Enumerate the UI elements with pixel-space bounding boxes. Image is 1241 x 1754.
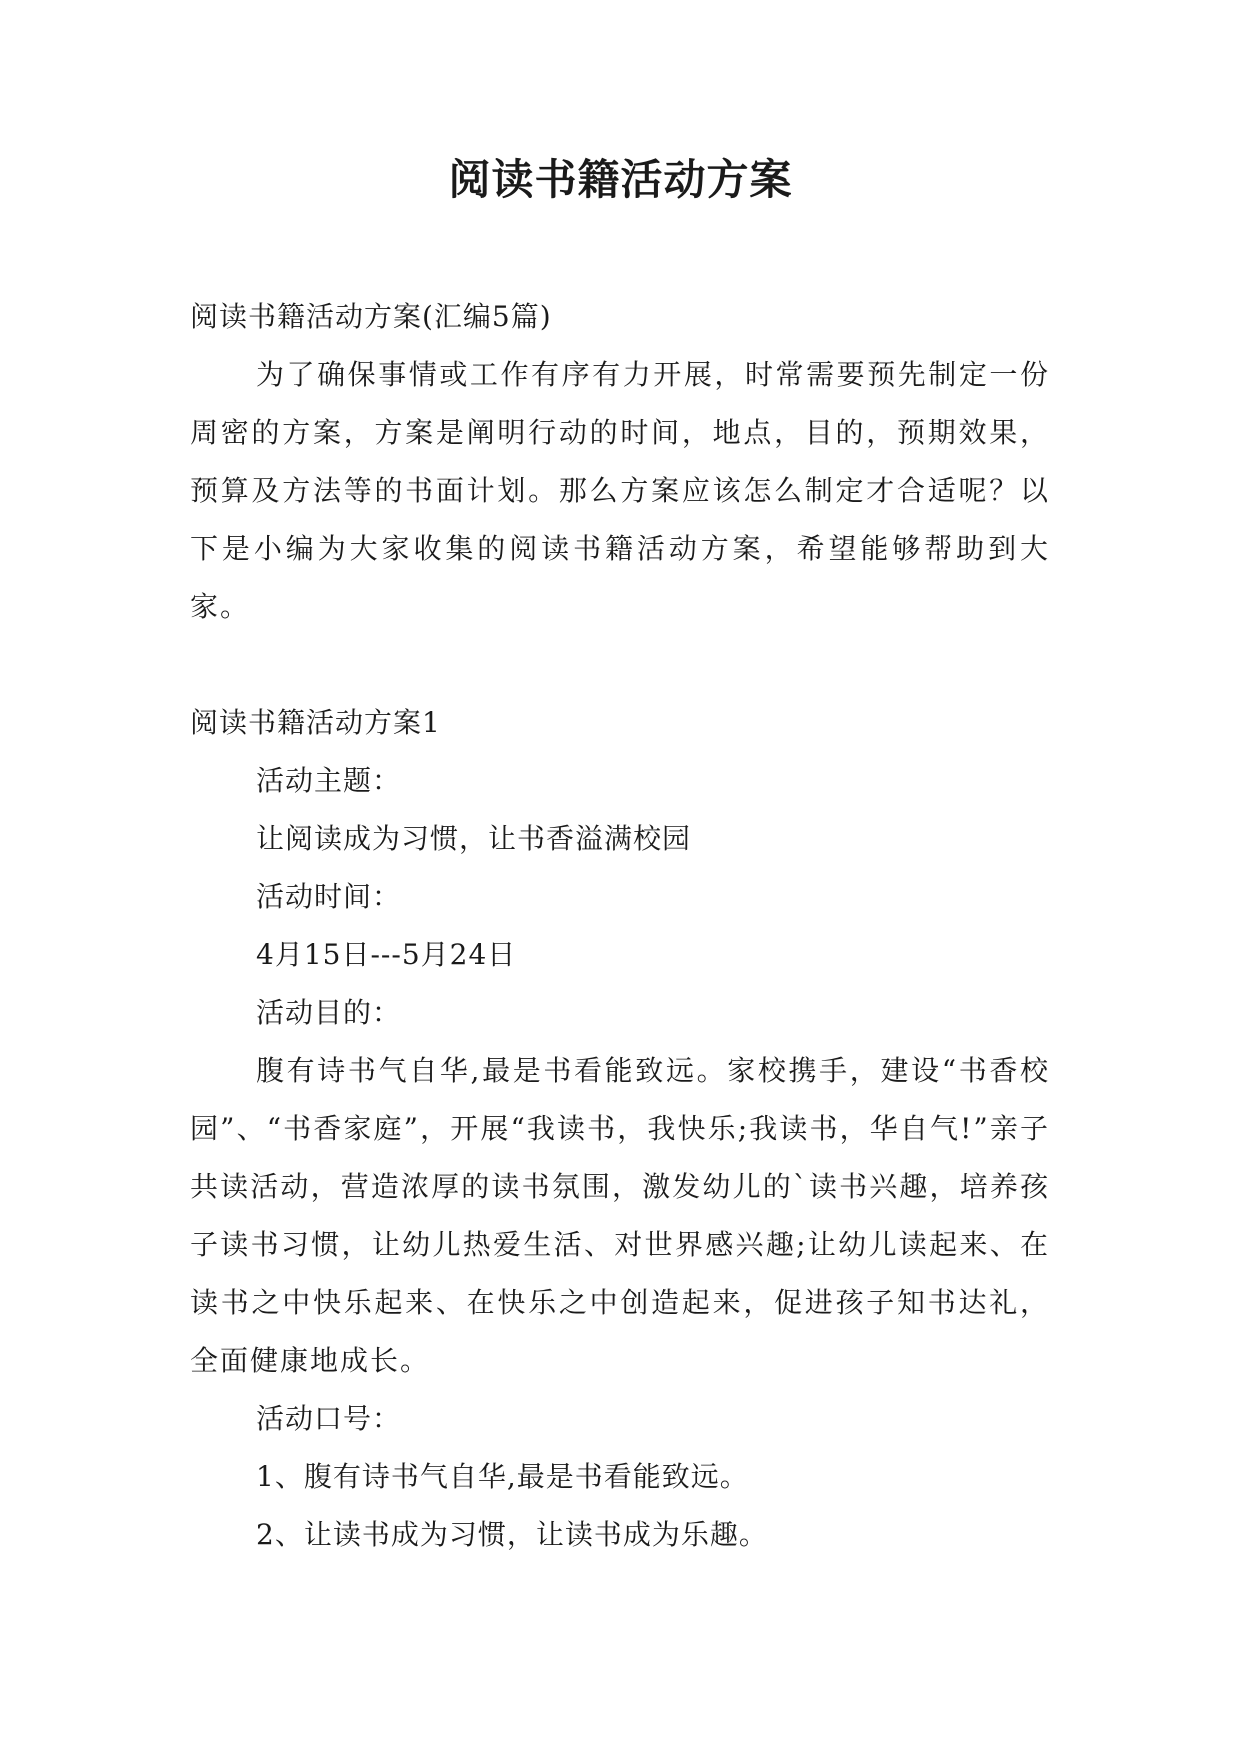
slogan-item: 1、腹有诗书气自华,最是书看能致远。 <box>256 1460 749 1493</box>
document-subtitle: 阅读书籍活动方案(汇编5篇) <box>190 300 552 333</box>
spacer <box>190 636 1050 694</box>
theme-value: 让阅读成为习惯，让书香溢满校园 <box>256 822 692 855</box>
goal-label: 活动目的： <box>256 996 402 1029</box>
document-body <box>190 288 1050 1564</box>
intro-paragraph: 为了确保事情或工作有序有力开展，时常需要预先制定一份周密的方案，方案是阐明行动的时间，地点，目的，预期效果，预算及方法等的书面计划。那么方案应该怎么制定才合适呢？以下是小编为大家收集的阅读书籍活动方案，希望能够帮助到大家。 <box>190 358 1050 623</box>
slogan-label: 活动口号： <box>256 1402 402 1435</box>
goal-paragraph: 腹有诗书气自华,最是书看能致远。家校携手，建设“书香校园”、“书香家庭”，开展“我读书，我快乐;我读书，华自气!”亲子共读活动，营造浓厚的读书氛围，激发幼儿的`读书兴趣，培养孩子读书习惯，让幼儿热爱生活、对世界感兴趣;让幼儿读起来、在读书之中快乐起来、在快乐之中创造起来，促进孩子知书达礼，全面健康地成长。 <box>190 1054 1050 1377</box>
time-value: 4月15日---5月24日 <box>256 938 517 971</box>
theme-label: 活动主题： <box>256 764 402 797</box>
slogan-item: 2、让读书成为习惯，让读书成为乐趣。 <box>256 1518 768 1551</box>
section-heading: 阅读书籍活动方案1 <box>190 706 441 739</box>
document-title: 阅读书籍活动方案 <box>448 155 793 204</box>
time-label: 活动时间： <box>256 880 402 913</box>
